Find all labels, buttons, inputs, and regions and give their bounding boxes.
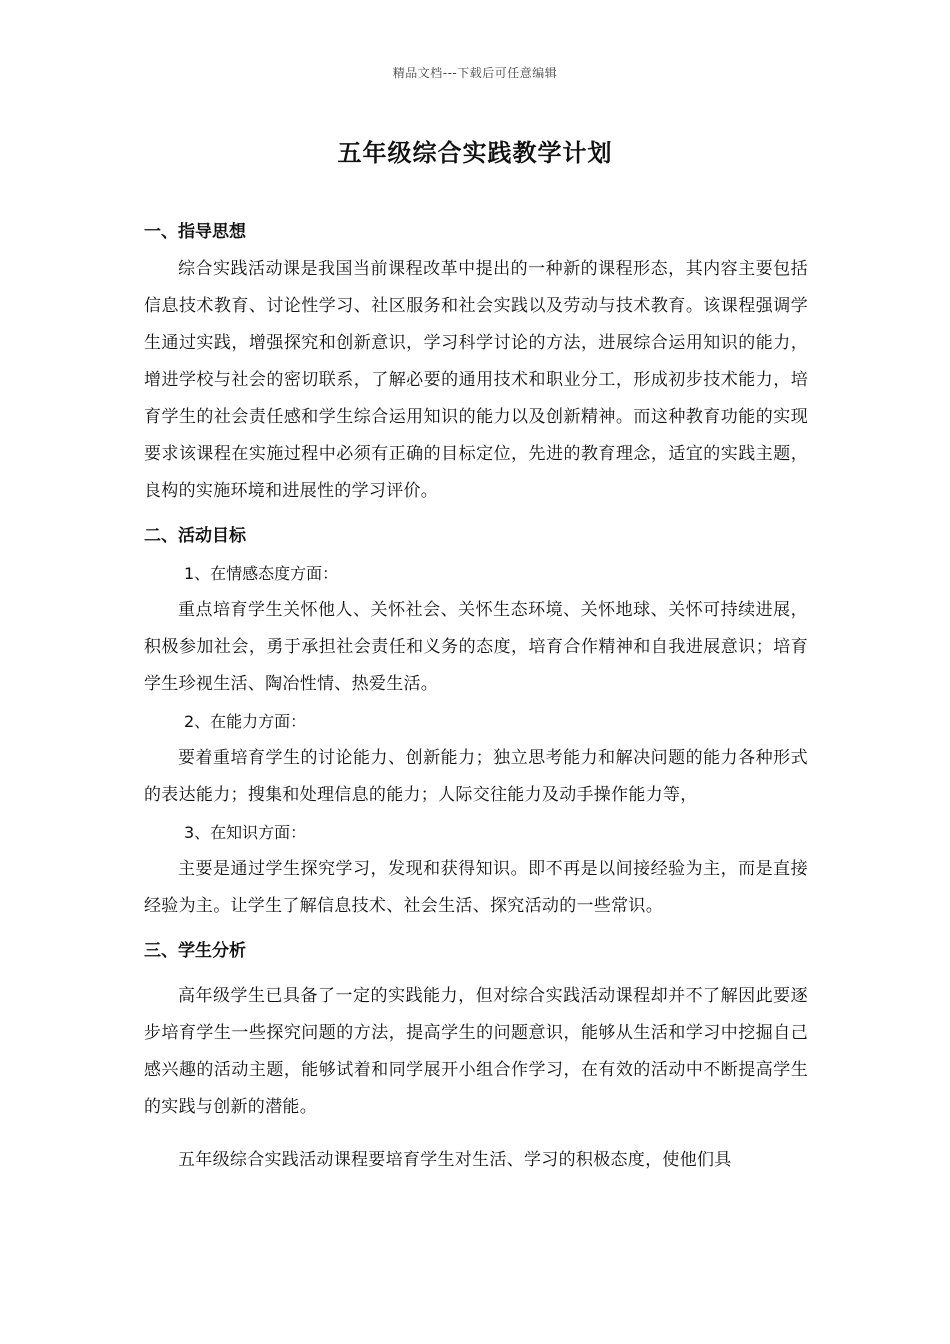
goal-label-knowledge: 3、在知识方面：	[184, 823, 307, 842]
paragraph-student-analysis-2: 五年级综合实践活动课程要培育学生对生活、学习的积极态度，使他们具	[178, 1150, 732, 1170]
goal-text-knowledge: 主要是通过学生探究学习，发现和获得知识。即不再是以间接经验为主，而是直接经验为主。让学生了解信息技术、社会生活、探究活动的一些常识。	[144, 859, 808, 916]
header-note: 精品文档---下载后可任意编辑	[392, 66, 558, 80]
paragraph-student-analysis-1: 高年级学生已具备了一定的实践能力，但对综合实践活动课程却并不了解因此要逐步培育学生一些探究问题的方法，提高学生的问题意识，能够从生活和学习中挖掘自己感兴趣的活动主题，能够试着和同学展开小组合作学习，在有效的活动中不断提高学生的实践与创新的潜能。	[144, 986, 808, 1117]
section-heading-student-analysis: 三、学生分析	[144, 941, 246, 961]
document-body	[144, 214, 808, 1179]
goal-text-attitude: 重点培育学生关怀他人、关怀社会、关怀生态环境、关怀地球、关怀可持续进展，积极参加社会，勇于承担社会责任和义务的态度，培育合作精神和自我进展意识；培育学生珍视生活、陶冶性情、热爱生活。	[144, 600, 808, 694]
goal-label-attitude: 1、在情感态度方面：	[184, 564, 339, 583]
paragraph-guiding-idea: 综合实践活动课是我国当前课程改革中提出的一种新的课程形态，其内容主要包括信息技术教育、讨论性学习、社区服务和社会实践以及劳动与技术教育。该课程强调学生通过实践，增强探究和创新意识，学习科学讨论的方法，进展综合运用知识的能力，增进学校与社会的密切联系，了解必要的通用技术和职业分工，形成初步技术能力，培育学生的社会责任感和学生综合运用知识的能力以及创新精神。而这种教育功能的实现要求该课程在实施过程中必须有正确的目标定位，先进的教育理念，适宜的实践主题，良构的实施环境和进展性的学习评价。	[144, 259, 808, 501]
goal-text-ability: 要着重培育学生的讨论能力、创新能力；独立思考能力和解决问题的能力各种形式的表达能力；搜集和处理信息的能力；人际交往能力及动手操作能力等，	[144, 748, 808, 805]
goal-label-ability: 2、在能力方面：	[184, 712, 307, 731]
section-heading-activity-goals: 二、活动目标	[144, 526, 246, 546]
section-heading-guiding-idea: 一、指导思想	[144, 222, 246, 242]
document-title: 五年级综合实践教学计划	[337, 139, 613, 167]
